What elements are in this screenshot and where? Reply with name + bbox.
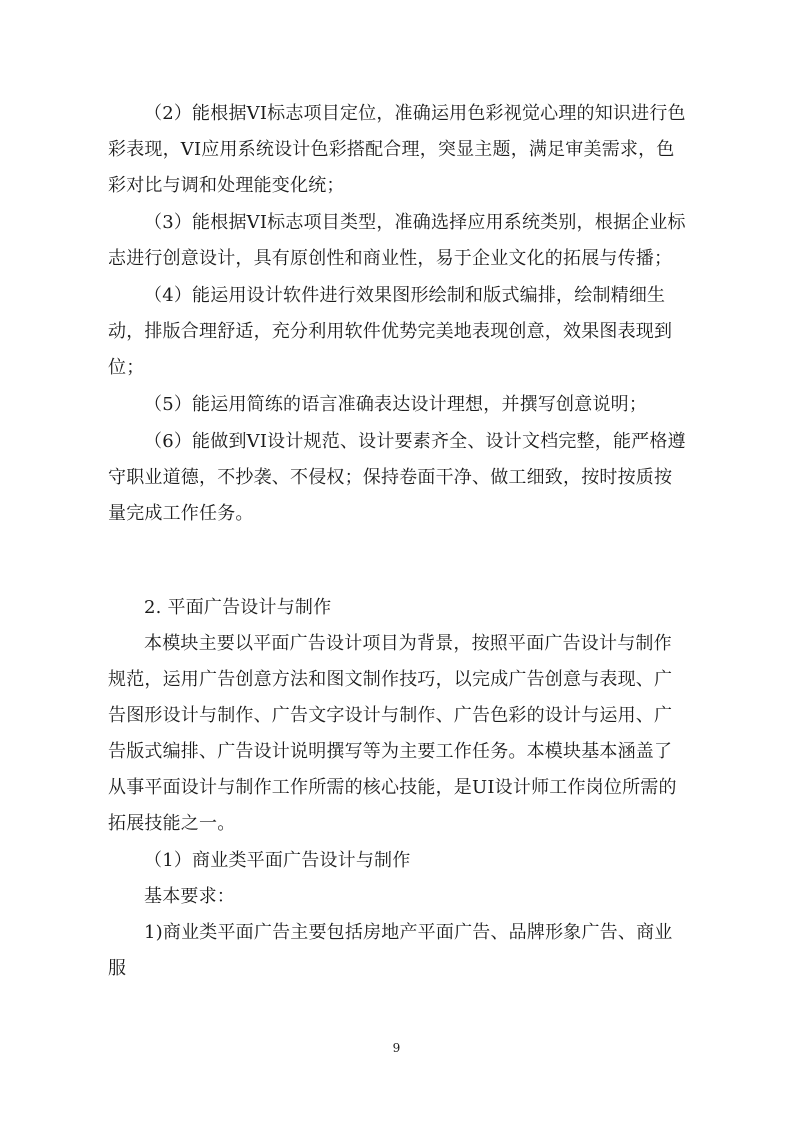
page-number: 9 (392, 1041, 401, 1055)
paragraph-item-5: （5）能运用简练的语言准确表达设计理想，并撰写创意说明； (144, 394, 648, 415)
paragraph-item-3: （3）能根据VI标志项目类型，准确选择应用系统类别，根据企业标志进行创意设计，具有原创性和商业性，易于企业文化的拓展与传播； (108, 212, 686, 269)
section-heading: 2. 平面广告设计与制作 (144, 597, 332, 618)
document-body (108, 96, 688, 987)
requirement-item-1: 1)商业类平面广告主要包括房地产平面广告、品牌形象广告、商业服 (108, 922, 673, 979)
paragraph-item-6: （6）能做到VI设计规范、设计要素齐全、设计文档完整，能严格遵守职业道德，不抄袭、不侵权；保持卷面干净、做工细致，按时按质按量完成工作任务。 (108, 431, 686, 524)
paragraph-item-2: （2）能根据VI标志项目定位，准确运用色彩视觉心理的知识进行色彩表现，VI应用系统设计色彩搭配合理，突显主题，满足审美需求，色彩对比与调和处理能变化统； (108, 103, 686, 196)
subsection-heading: （1）商业类平面广告设计与制作 (144, 850, 411, 871)
section-intro: 本模块主要以平面广告设计项目为背景，按照平面广告设计与制作规范，运用广告创意方法和图文制作技巧，以完成广告创意与表现、广告图形设计与制作、广告文字设计与制作、广告色彩的设计与运用、广告版式编排、广告设计说明撰写等为主要工作任务。本模块基本涵盖了从事平面设计与制作工作所需的核心技能，是UI设计师工作岗位所需的拓展技能之一。 (108, 633, 677, 834)
paragraph-item-4: （4）能运用设计软件进行效果图形绘制和版式编排，绘制精细生动，排版合理舒适，充分利用软件优势完美地表现创意，效果图表现到位； (108, 285, 673, 378)
section-gap (108, 532, 688, 590)
requirements-label: 基本要求： (144, 886, 235, 907)
